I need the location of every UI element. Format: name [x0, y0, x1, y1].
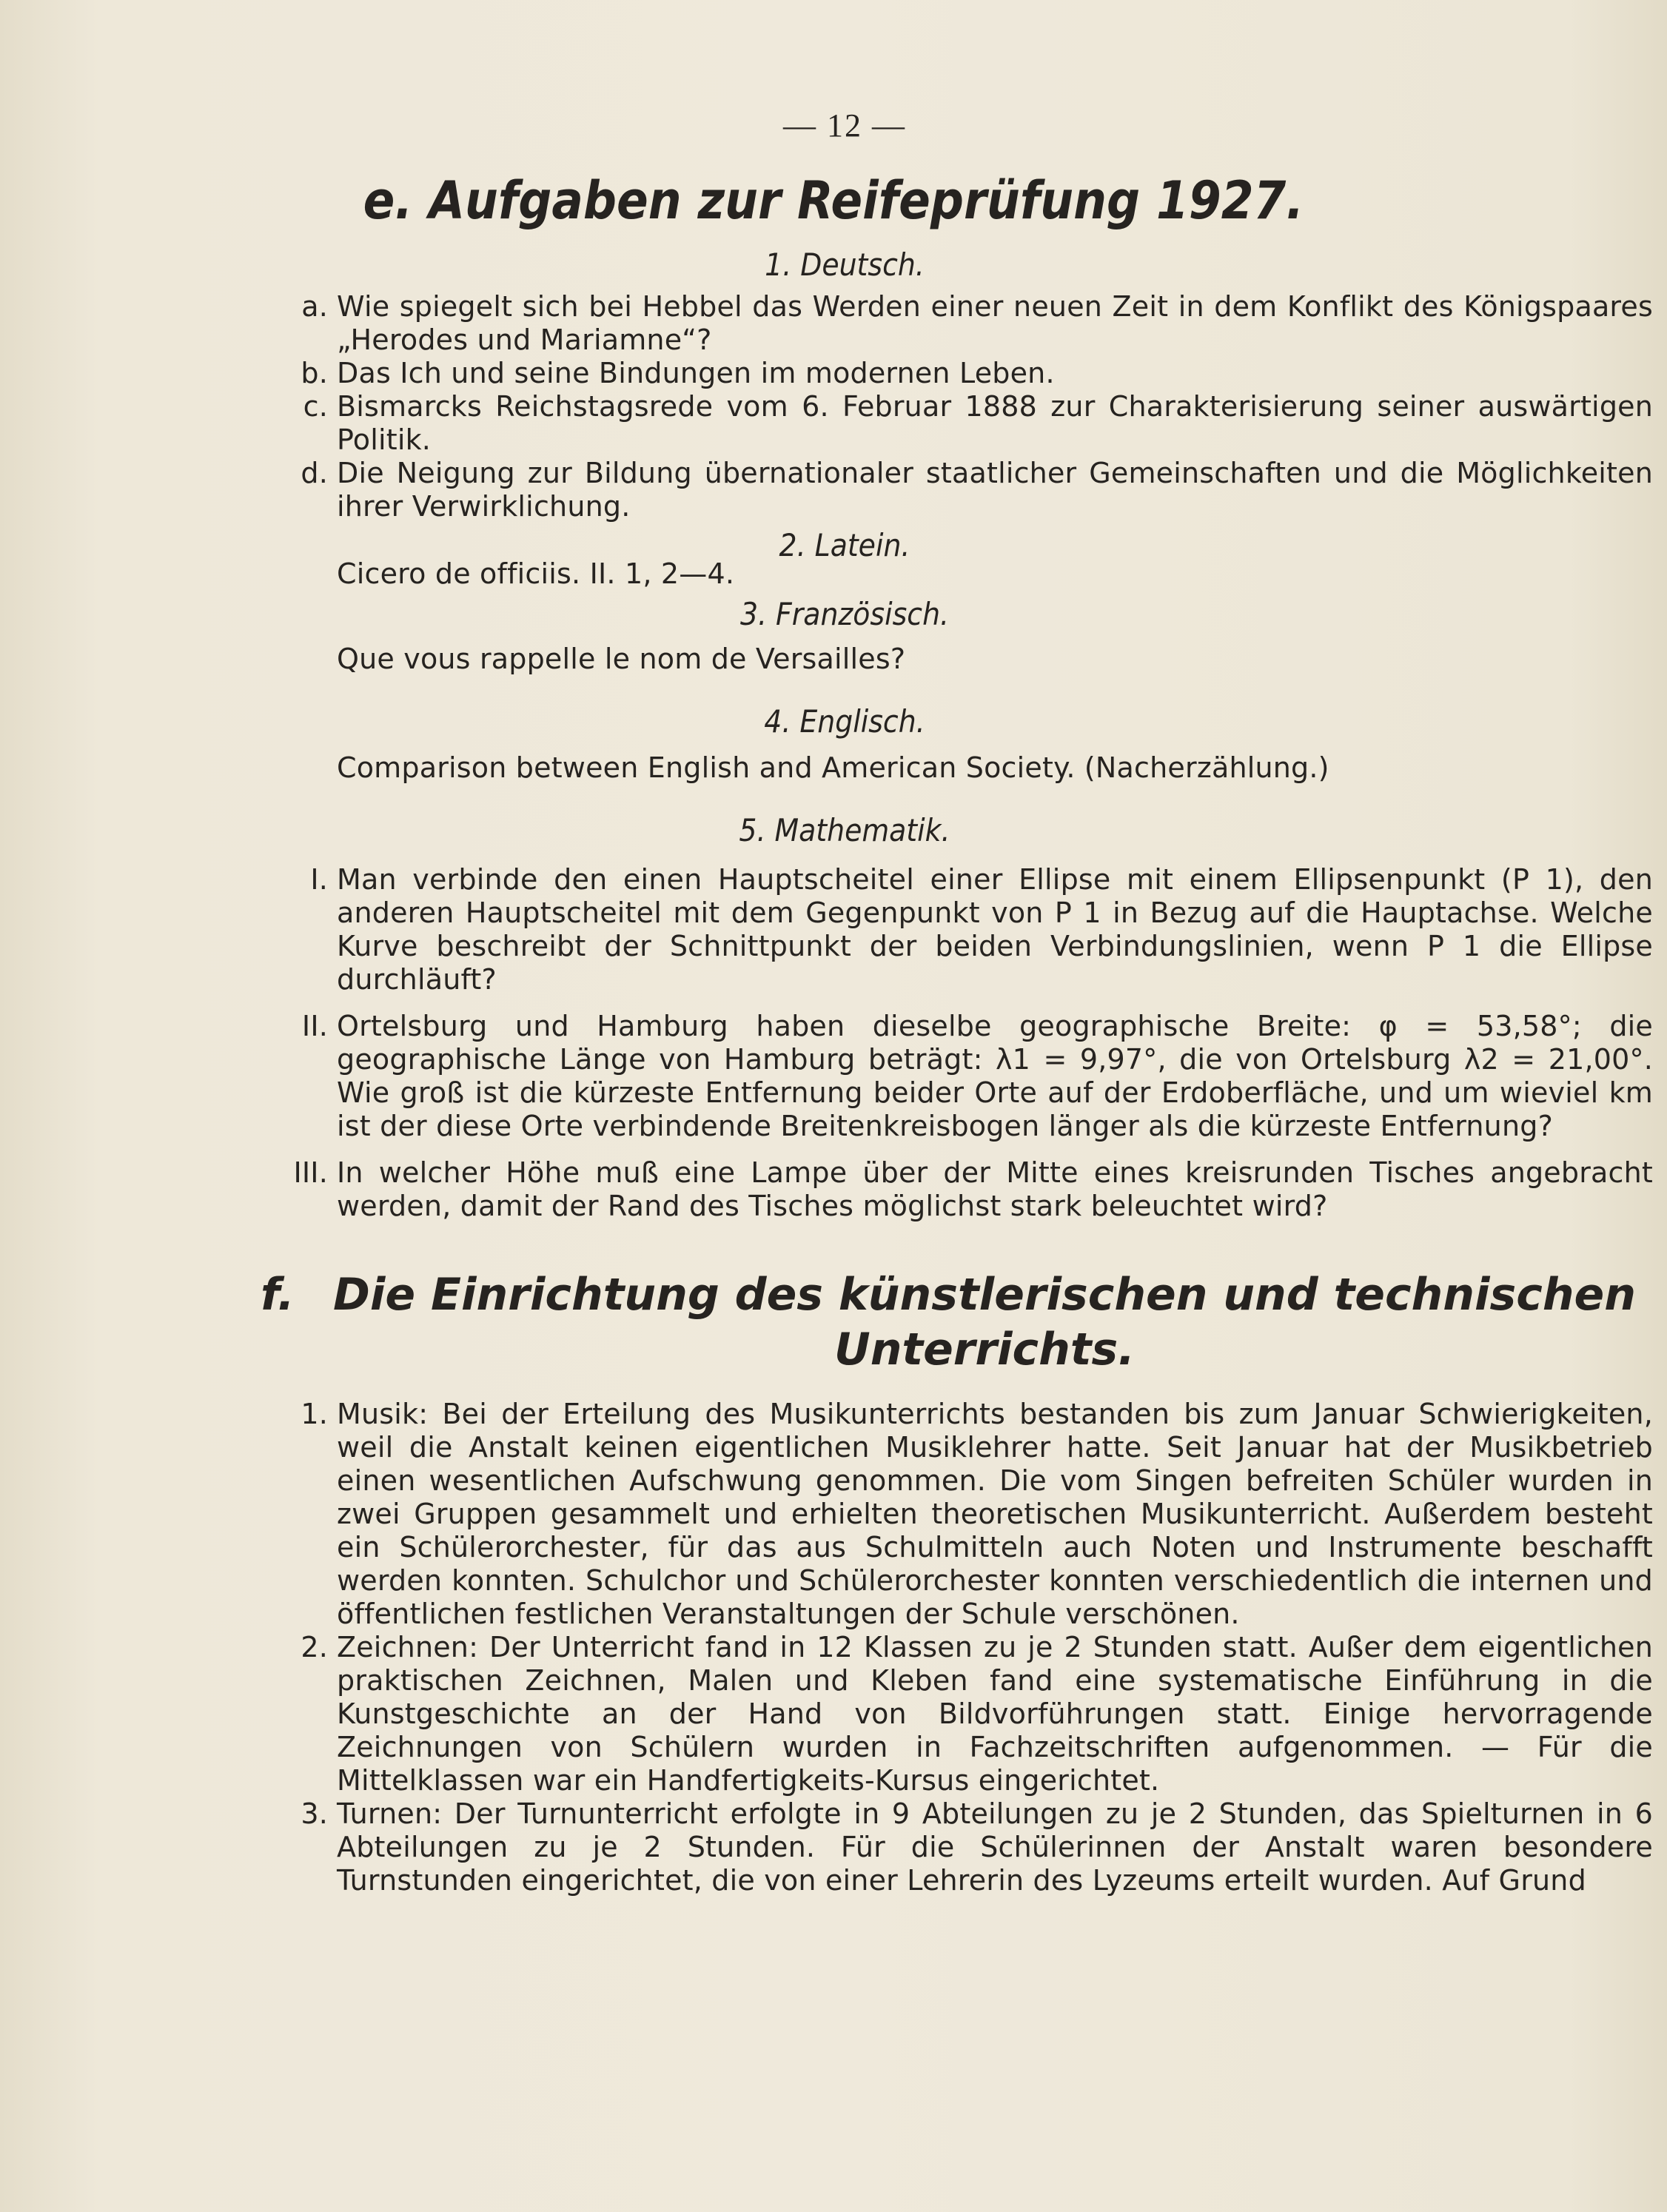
item-label: d. — [301, 457, 328, 489]
item-text: Wie spiegelt sich bei Hebbel das Werden einer neuen Zeit in dem Konflikt des Königspaares „Herodes und Mariamne“? — [337, 290, 1653, 356]
heading-mathematik: 5. Mathematik. — [739, 812, 950, 848]
section-f-item-zeichnen — [301, 1631, 1653, 1797]
item-text: Zeichnen: Der Unterricht fand in 12 Klassen zu je 2 Stunden statt. Außer dem eigentlichen praktischen Zeichnen, Malen und Kleben fand eine systematische Einführung in die Kunstgeschichte an der Hand von Bildvorführungen statt. Einige hervorragende Zeichnungen von Schülern wurden in Fachzeitschriften aufgenommen. — Für die Mittelklassen war ein Handfertigkeits-Kursus eingerichtet. — [337, 1631, 1653, 1797]
heading-latein: 2. Latein. — [779, 527, 910, 563]
section-f-list — [0, 1398, 1667, 1897]
franzoesisch-text: Que vous rappelle le nom de Versailles? — [337, 643, 906, 675]
mathematik-item-2 — [301, 1010, 1653, 1143]
section-f-label: f. — [261, 1269, 295, 1321]
item-text: In welcher Höhe muß eine Lampe über der Mitte eines kreisrunden Tisches angebracht werden, damit der Rand des Tisches möglichst stark beleuchtet wird? — [337, 1156, 1653, 1222]
item-label: a. — [301, 290, 328, 323]
item-label: b. — [301, 357, 328, 389]
item-label: 1. — [301, 1398, 328, 1430]
deutsch-item-b — [301, 357, 1653, 390]
section-e-title: e. Aufgaben zur Reifeprüfung 1927. — [363, 170, 1304, 231]
item-text: Musik: Bei der Erteilung des Musikunterrichts bestanden bis zum Januar Schwierigkeiten, weil die Anstalt keinen eigentlichen Musiklehrer hatte. Seit Januar hat der Musikbetrieb einen wesentlichen Aufschwung genommen. Die vom Singen befreiten Schüler wurden in zwei Gruppen gesammelt und erhielten theoretischen Musikunterricht. Außerdem besteht ein Schülerorchester, für das aus Schulmitteln auch Noten und Instrumente beschafft werden konnten. Schulchor und Schülerorchester konnten verschiedentlich die internen und öffentlichen festlichen Veranstaltungen der Schule verschönen. — [337, 1398, 1653, 1630]
section-f-item-turnen — [301, 1797, 1653, 1897]
heading-englisch: 4. Englisch. — [764, 703, 925, 740]
deutsch-list — [0, 290, 1667, 523]
item-text: Man verbinde den einen Hauptscheitel einer Ellipse mit einem Ellipsenpunkt (P 1), den anderen Hauptscheitel mit dem Gegenpunkt von P 1 in Bezug auf die Hauptachse. Welche Kurve beschreibt der Schnittpunkt der beiden Verbindungslinien, wenn P 1 die Ellipse durchläuft? — [337, 863, 1653, 996]
item-text: Die Neigung zur Bildung übernationaler staatlicher Gemeinschaften und die Möglichkeiten ihrer Verwirklichung. — [337, 457, 1653, 523]
item-text: Das Ich und seine Bindungen im modernen Leben. — [337, 357, 1055, 389]
deutsch-item-c — [303, 390, 1653, 457]
item-label: 2. — [301, 1631, 328, 1663]
item-label: 3. — [301, 1797, 328, 1830]
item-label: II. — [301, 1010, 328, 1042]
heading-franzoesisch: 3. Französisch. — [739, 596, 950, 632]
mathematik-item-1 — [310, 863, 1653, 996]
heading-deutsch: 1. Deutsch. — [765, 247, 925, 283]
item-label: III. — [293, 1156, 328, 1189]
item-text: Bismarcks Reichstagsrede vom 6. Februar 1888 zur Charakterisierung seiner auswärtigen Politik. — [337, 390, 1653, 456]
deutsch-item-d — [301, 457, 1653, 523]
item-label: I. — [310, 863, 328, 896]
item-text: Turnen: Der Turnunterricht erfolgte in 9 Abteilungen zu je 2 Stunden, das Spielturnen in 6 Abteilungen zu je 2 Stunden. Für die Schülerinnen der Anstalt waren besondere Turnstunden eingerichtet, die von einer Lehrerin des Lyzeums erteilt wurden. Auf Grund — [337, 1797, 1653, 1897]
section-f-title — [0, 1267, 1667, 1377]
section-f-title-text: Die Einrichtung des künstlerischen und technischen Unterrichts. — [333, 1269, 1636, 1375]
section-f-item-musik — [301, 1398, 1653, 1631]
item-text: Ortelsburg und Hamburg haben dieselbe geographische Breite: φ = 53,58°; die geographische Länge von Hamburg beträgt: λ1 = 9,97°, die von Ortelsburg λ2 = 21,00°. Wie groß ist die kürzeste Entfernung beider Orte auf der Erdoberfläche, und um wieviel km ist der diese Orte verbindende Breitenkreisbogen länger als die kürzeste Entfernung? — [337, 1010, 1653, 1142]
englisch-text: Comparison between English and American Society. (Nacherzählung.) — [337, 751, 1329, 784]
deutsch-item-a — [301, 290, 1653, 357]
page-number: — 12 — — [783, 107, 906, 144]
item-label: c. — [303, 390, 328, 423]
mathematik-item-3 — [293, 1156, 1653, 1223]
latein-text: Cicero de officiis. II. 1, 2—4. — [337, 557, 735, 590]
mathematik-list — [0, 863, 1667, 1223]
